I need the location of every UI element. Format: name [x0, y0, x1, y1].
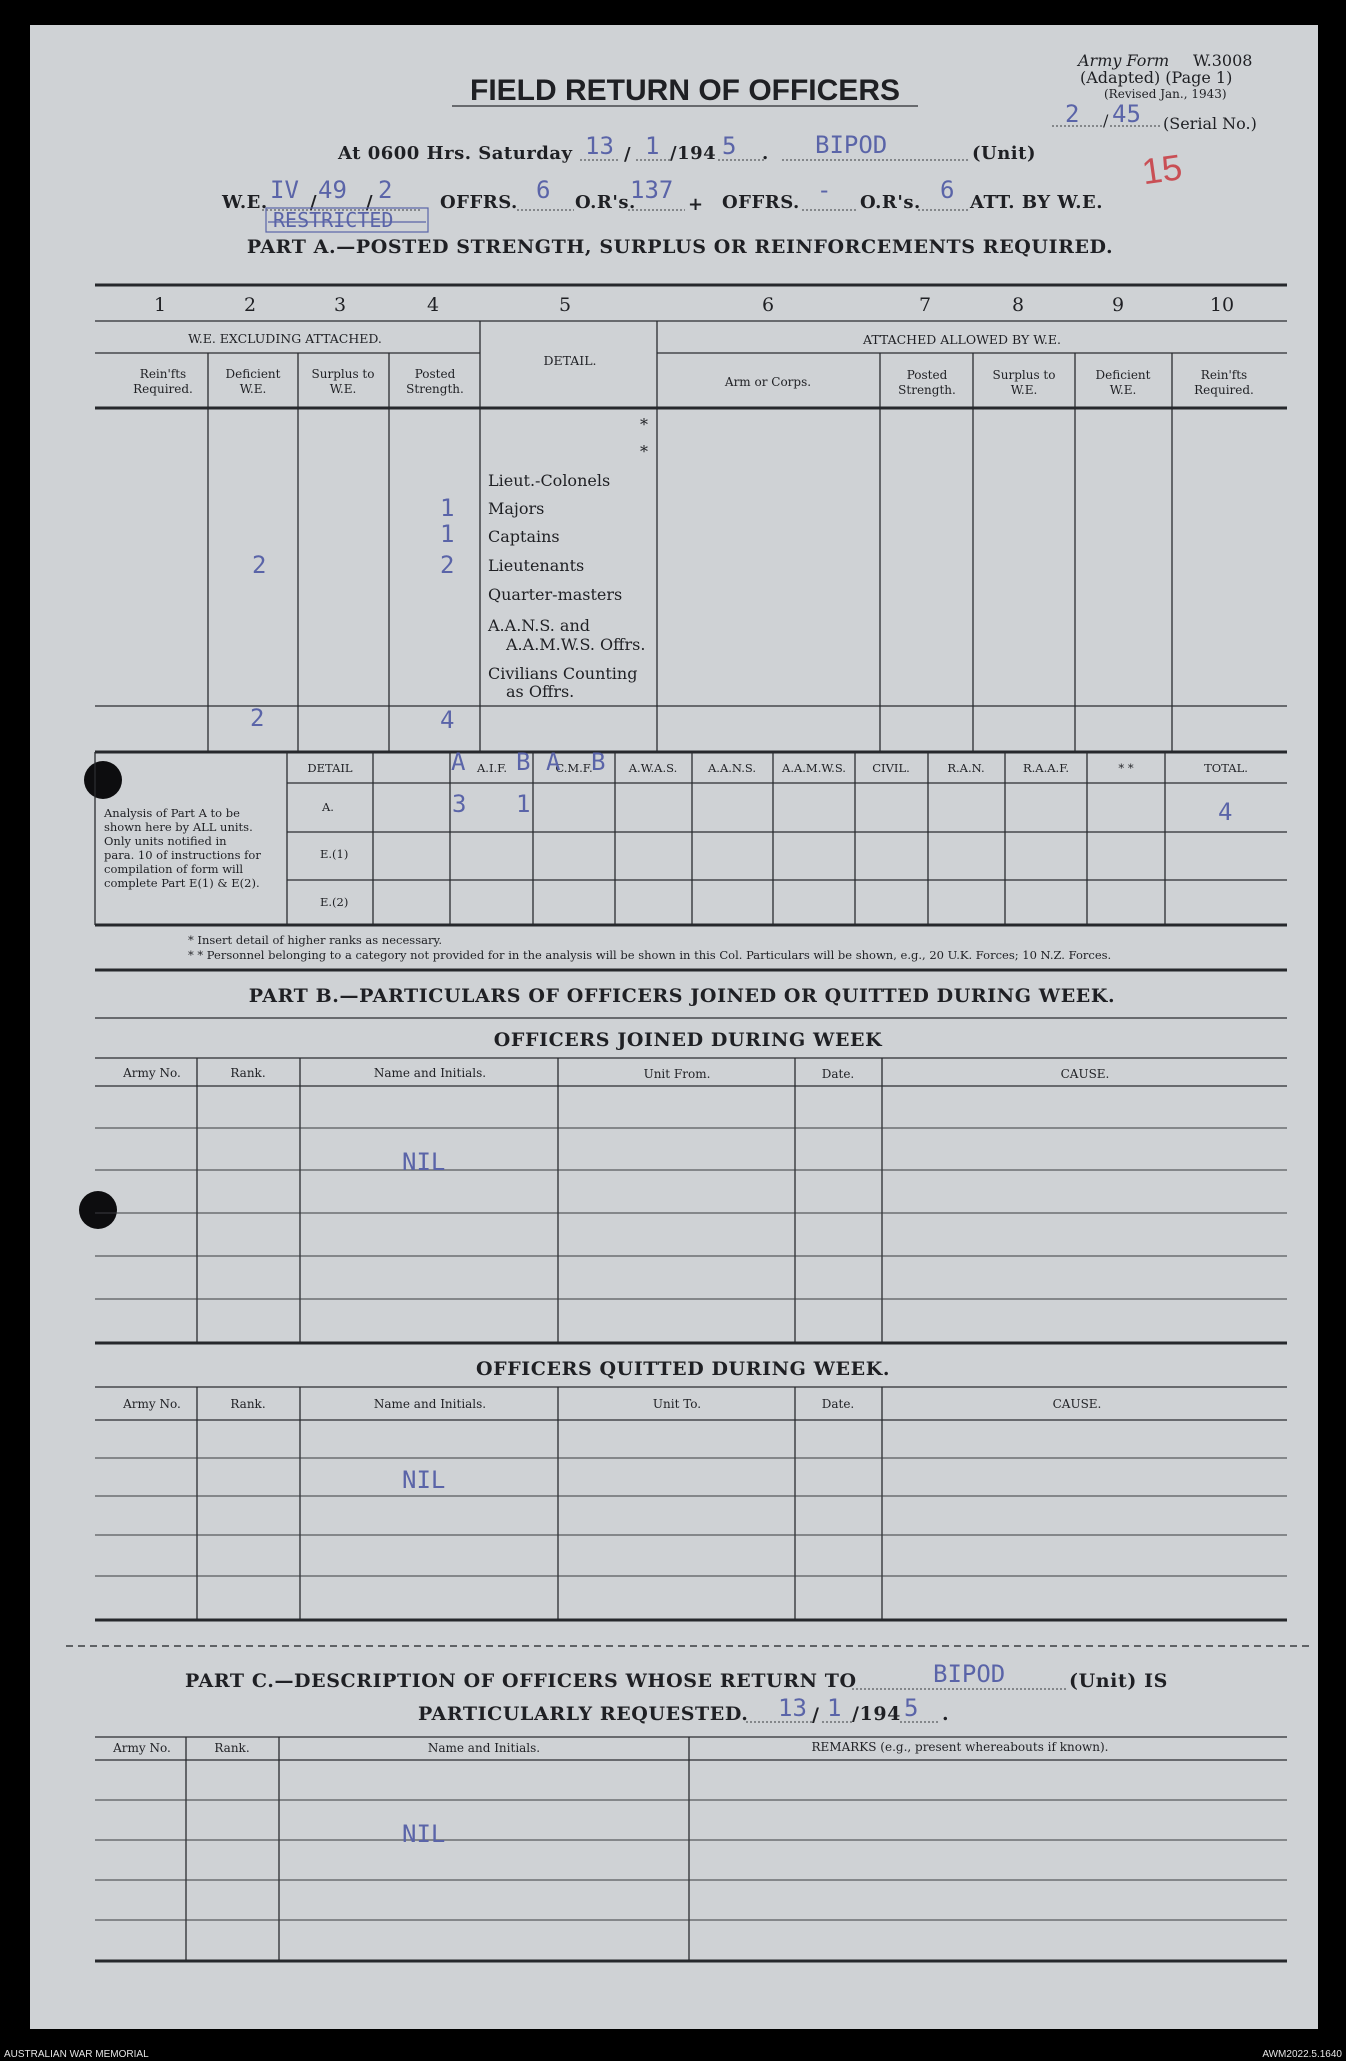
rank-lieutenants: Lieutenants	[488, 556, 585, 575]
quitted-nil-typed: NIL	[402, 1466, 446, 1494]
unit-typed: BIPOD	[815, 131, 888, 159]
analysis-header-other: * *	[1118, 761, 1134, 775]
joined-header-army-no: Army No.	[123, 1066, 181, 1080]
red-handwritten-mark: 15	[1139, 146, 1185, 193]
part-b-title: PART B.—PARTICULARS OF OFFICERS JOINED OR QUITTED DURING WEEK.	[248, 985, 1116, 1007]
date-month-typed: 1	[645, 132, 660, 160]
analysis-header-ran: R.A.N.	[947, 761, 985, 775]
we-excluding-attached: W.E. EXCLUDING ATTACHED.	[188, 331, 382, 346]
date-day-typed: 13	[585, 132, 614, 160]
joined-header-cause: CAUSE.	[1060, 1067, 1110, 1081]
quitted-header-name: Name and Initials.	[373, 1397, 487, 1411]
part-c-date-slash: /	[812, 1704, 820, 1726]
analysis-total-value: 4	[1218, 798, 1233, 826]
part-c-date-year-typed: 5	[904, 1694, 919, 1722]
right-col-2-line-2: W.E.	[1010, 383, 1038, 397]
ors-value-typed: 137	[630, 176, 674, 204]
ors2-label: O.R's.	[860, 192, 921, 213]
joined-header-name: Name and Initials.	[373, 1066, 487, 1080]
date-dot: .	[762, 143, 769, 164]
analysis-header-total: TOTAL.	[1204, 761, 1248, 775]
part-a-title: PART A.—POSTED STRENGTH, SURPLUS OR REINFORCEMENTS REQUIRED.	[246, 236, 1114, 258]
right-col-4-line-2: Required.	[1194, 383, 1254, 397]
offrs2-value-typed: -	[817, 176, 832, 204]
serial-label: (Serial No.)	[1163, 114, 1257, 133]
col-number-3: 3	[333, 294, 347, 316]
left-col-1-line-2: Required.	[133, 382, 193, 396]
form-adapted-page: (Adapted) (Page 1)	[1080, 68, 1233, 87]
part-c-title-line-2: PARTICULARLY REQUESTED.	[418, 1703, 749, 1725]
serial-slash: /	[1103, 111, 1109, 130]
analysis-header-raaf: R.A.A.F.	[1022, 761, 1070, 775]
left-col-2-line-2: W.E.	[239, 382, 267, 396]
asterisk-2: *	[640, 442, 648, 461]
right-col-1-line-2: Strength.	[898, 383, 956, 397]
col-number-6: 6	[761, 294, 775, 316]
analysis-header-detail: DETAIL	[307, 761, 353, 775]
lieut-posted-typed: 2	[440, 551, 455, 579]
analysis-typed-B-2: B	[591, 748, 606, 776]
arm-or-corps-header: Arm or Corps.	[724, 375, 812, 389]
col-number-2: 2	[243, 294, 257, 316]
col-number-5: 5	[558, 294, 572, 316]
we-part-3-typed: 2	[378, 176, 393, 204]
analysis-aif-value: 3	[452, 790, 467, 818]
analysis-header-aamws: A.A.M.W.S.	[782, 761, 846, 775]
date-slash-1: /	[624, 144, 632, 165]
army-form-label: Army Form	[1078, 51, 1170, 70]
part-c-header-rank: Rank.	[214, 1741, 250, 1755]
col-number-10: 10	[1209, 294, 1235, 316]
right-col-2-line-1: Surplus to	[992, 368, 1056, 382]
joined-header-date: Date.	[821, 1067, 855, 1081]
left-col-3-line-2: W.E.	[329, 382, 357, 396]
asterisk-1: *	[640, 415, 648, 434]
att-label: ATT. BY W.E.	[970, 192, 1104, 213]
plus-sign: +	[688, 194, 704, 215]
aans-line-1: A.A.N.S. and	[488, 616, 590, 635]
paper-sheet	[30, 25, 1318, 2029]
detail-header: DETAIL.	[543, 353, 597, 368]
part-c-date-dot: .	[942, 1703, 950, 1725]
we-part-2-typed: 49	[318, 176, 347, 204]
joined-nil-typed: NIL	[402, 1148, 446, 1176]
left-col-3-line-1: Surplus to	[311, 367, 375, 381]
quitted-header-cause: CAUSE.	[1052, 1397, 1102, 1411]
date-year-print: /194	[670, 143, 717, 164]
part-c-nil-typed: NIL	[402, 1820, 446, 1848]
joined-header-rank: Rank.	[230, 1066, 266, 1080]
serial-number-typed: 45	[1112, 100, 1141, 128]
analysis-row-e1: E.(1)	[320, 847, 349, 861]
majors-posted-typed: 1	[440, 494, 455, 522]
left-col-4-line-1: Posted	[414, 367, 456, 381]
ors-label: O.R's.	[575, 192, 636, 213]
part-c-date-month-typed: 1	[827, 1694, 842, 1722]
we-label: W.E.	[222, 192, 268, 213]
right-col-4-line-1: Rein'fts	[1200, 368, 1248, 382]
footer-archive-right: AWM2022.5.1640	[1262, 2049, 1342, 2060]
offrs-label: OFFRS.	[440, 192, 518, 213]
col-number-9: 9	[1111, 294, 1125, 316]
col-number-4: 4	[426, 294, 440, 316]
we-slash-1: /	[310, 192, 318, 213]
analysis-typed-B-1: B	[516, 748, 531, 776]
quitted-header-unit-to: Unit To.	[652, 1397, 702, 1411]
analysis-header-civil: CIVIL.	[872, 761, 910, 775]
analysis-note-line-2: shown here by ALL units.	[104, 820, 253, 834]
civilians-line-1: Civilians Counting	[488, 664, 638, 683]
col-number-7: 7	[918, 294, 932, 316]
footer-archive-left: AUSTRALIAN WAR MEMORIAL	[4, 2049, 149, 2060]
analysis-typed-A-1: A	[451, 748, 466, 776]
analysis-row-e2: E.(2)	[320, 895, 349, 909]
part-c-unit-typed: BIPOD	[933, 1660, 1006, 1688]
col-number-1: 1	[153, 294, 167, 316]
rank-majors: Majors	[488, 499, 545, 518]
offrs2-label: OFFRS.	[722, 192, 800, 213]
quitted-title: OFFICERS QUITTED DURING WEEK.	[475, 1358, 891, 1380]
attached-allowed-by-we: ATTACHED ALLOWED BY W.E.	[863, 332, 1061, 347]
form-revised: (Revised Jan., 1943)	[1104, 87, 1227, 101]
right-col-1-line-1: Posted	[906, 368, 948, 382]
analysis-note-line-4: para. 10 of instructions for	[104, 848, 261, 862]
total-deficient-typed: 2	[250, 704, 265, 732]
rank-captains: Captains	[488, 527, 560, 546]
offrs-value-typed: 6	[536, 176, 551, 204]
punch-hole-bottom	[79, 1191, 117, 1229]
joined-title: OFFICERS JOINED DURING WEEK	[493, 1029, 883, 1051]
total-posted-typed: 4	[440, 706, 455, 734]
quitted-header-rank: Rank.	[230, 1397, 266, 1411]
analysis-note-line-3: Only units notified in	[104, 834, 227, 848]
footnote-1: * Insert detail of higher ranks as necessary.	[188, 933, 443, 947]
we-slash-2: /	[366, 192, 374, 213]
restricted-stamp: RESTRICTED	[273, 208, 394, 232]
part-c-title-line-1: PART C.—DESCRIPTION OF OFFICERS WHOSE RETURN TO	[185, 1670, 857, 1692]
col-number-8: 8	[1011, 294, 1025, 316]
part-c-header-remarks: REMARKS (e.g., present whereabouts if known).	[811, 1740, 1109, 1754]
quitted-header-army-no: Army No.	[123, 1397, 181, 1411]
analysis-header-aif: A.I.F.	[476, 761, 508, 775]
ors2-value-typed: 6	[940, 176, 955, 204]
rank-quarter-masters: Quarter-masters	[488, 585, 623, 604]
analysis-cmf-value: 1	[516, 790, 531, 818]
unit-label: (Unit)	[972, 143, 1036, 164]
date-year-typed: 5	[722, 132, 737, 160]
lieut-deficient-typed: 2	[252, 551, 267, 579]
captains-posted-typed: 1	[440, 520, 455, 548]
civilians-line-2: as Offrs.	[506, 682, 575, 701]
analysis-note-line-5: compilation of form will	[104, 862, 244, 876]
left-col-2-line-1: Deficient	[225, 367, 281, 381]
analysis-header-awas: A.W.A.S.	[628, 761, 678, 775]
page-title: FIELD RETURN OF OFFICERS	[470, 74, 900, 107]
right-col-3-line-2: W.E.	[1109, 383, 1137, 397]
we-part-1-typed: IV	[270, 176, 299, 204]
joined-header-unit-from: Unit From.	[643, 1067, 711, 1081]
part-c-header-name: Name and Initials.	[427, 1741, 541, 1755]
analysis-note	[103, 806, 261, 890]
serial-prefix-typed: 2	[1065, 100, 1080, 128]
part-c-unit-label: (Unit) IS	[1069, 1670, 1168, 1692]
analysis-header-aans: A.A.N.S.	[707, 761, 757, 775]
analysis-header-cmf: C.M.F.	[555, 761, 593, 775]
part-c-date-day-typed: 13	[778, 1694, 807, 1722]
punch-hole-top	[84, 761, 122, 799]
form-number: W.3008	[1193, 51, 1253, 70]
analysis-note-line-6: complete Part E(1) & E(2).	[104, 876, 260, 890]
left-col-1-line-1: Rein'fts	[139, 367, 187, 381]
rank-lieut-colonels: Lieut.-Colonels	[488, 471, 611, 490]
quitted-header-date: Date.	[821, 1397, 855, 1411]
right-col-3-line-1: Deficient	[1095, 368, 1151, 382]
analysis-row-a: A.	[322, 800, 334, 814]
analysis-typed-A-2: A	[546, 748, 561, 776]
analysis-note-line-1: Analysis of Part A to be	[104, 806, 240, 820]
footnote-2: * * Personnel belonging to a category not provided for in the analysis will be shown in this Col. Particulars will be shown, e.g., 20 U.K. Forces; 10 N.Z. Forces.	[188, 948, 1112, 962]
part-c-date-year-print: /194	[852, 1703, 902, 1725]
aans-line-2: A.A.M.W.S. Offrs.	[506, 635, 646, 654]
left-col-4-line-2: Strength.	[406, 382, 464, 396]
part-c-header-army-no: Army No.	[113, 1741, 171, 1755]
at-hours-label: At 0600 Hrs. Saturday	[338, 143, 573, 164]
